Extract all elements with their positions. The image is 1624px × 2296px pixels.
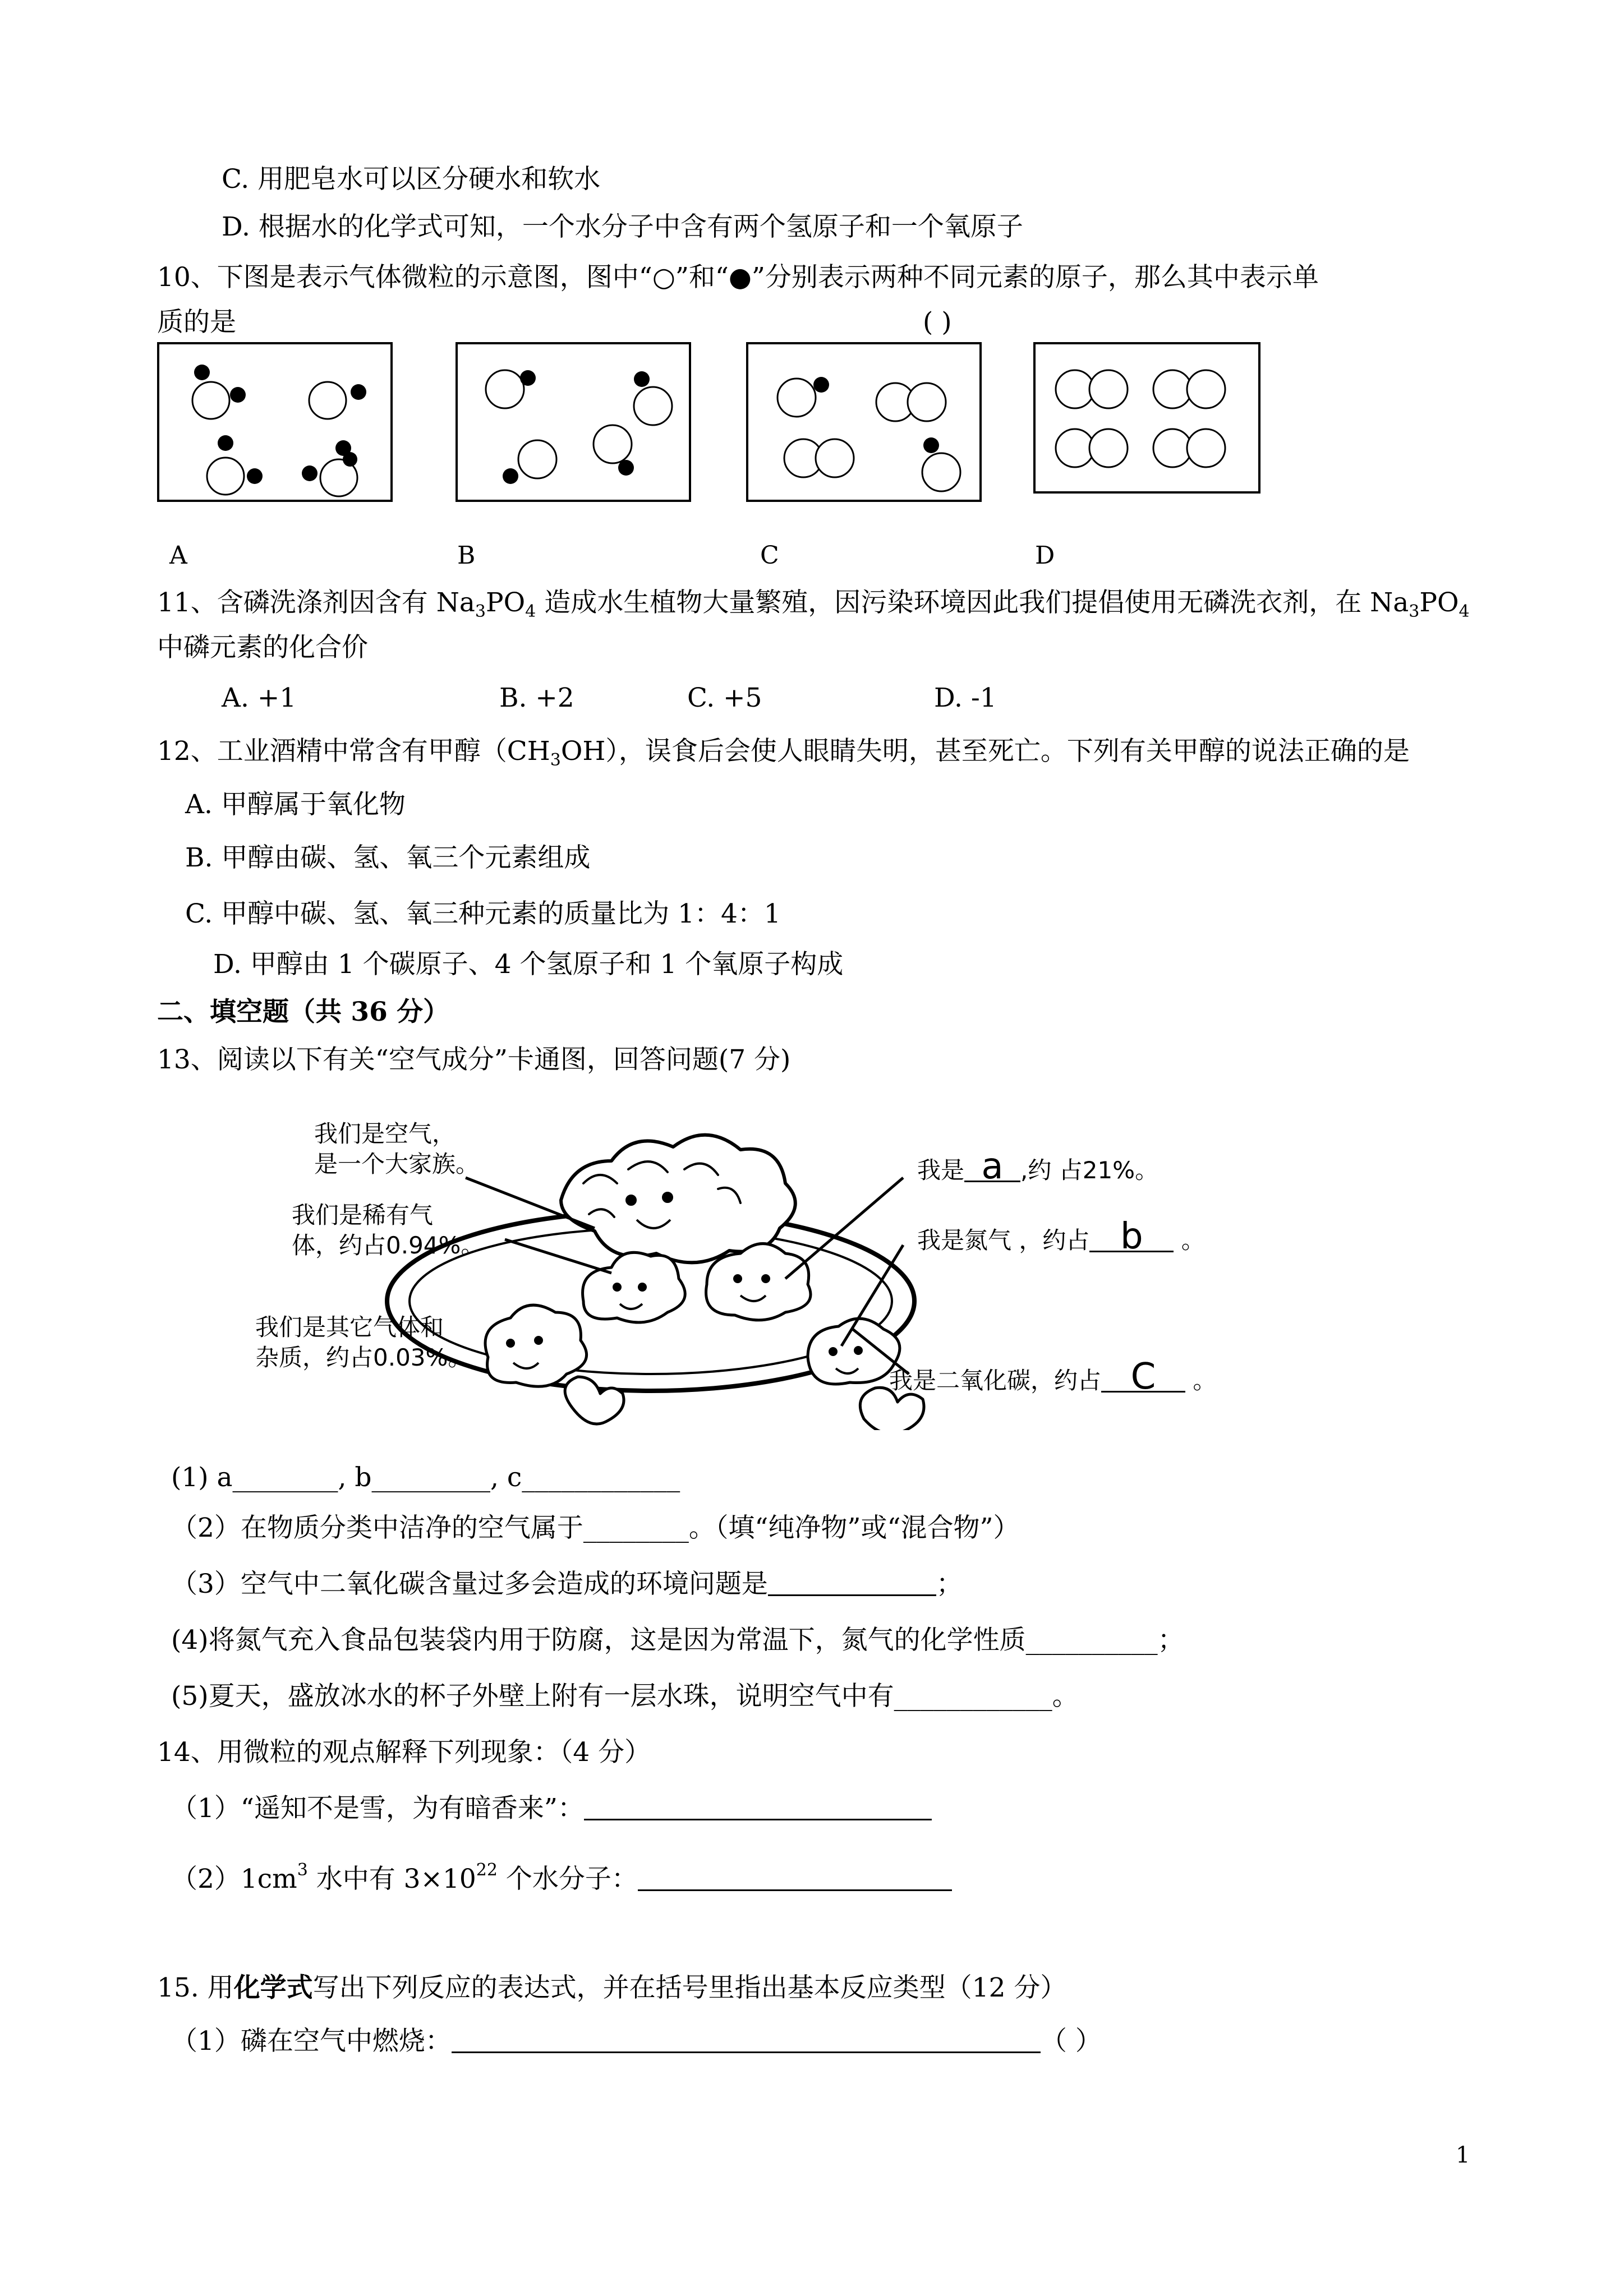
diagram-label-b: B [457,541,476,570]
q13-sub3: （3）空气中二氧化碳含量过多会造成的环境问题是 ； [171,1569,963,1599]
cartoon-label-air-family: 我们是空气， 是一个大家族。 [314,1120,480,1178]
q9-option-d: D. 根据水的化学式可知，一个水分子中含有两个氢原子和一个氧原子 [222,211,1023,242]
answer-blank[interactable] [584,1793,932,1820]
q12-stem: 12、工业酒精中常含有甲醇$(CH_3OH)$，误食后会使人眼睛失明，甚至死亡。下列有关甲醇的说法正确的是 [157,736,1410,770]
particle-diagram-d-figure [1036,344,1258,491]
q14-title: 14、用微粒的观点解释下列现象：（4 分） [157,1737,651,1768]
q14-sub2: $(2)1cm^3$ 水中有 $3\times 10^{22}$ 个水分子： [171,1854,952,1896]
diagram-label-d: D [1035,541,1055,570]
cartoon-label-oxygen: 我是 a ,约 占21%。 [917,1146,1159,1187]
q11-stem-line1: 11、含磷洗涤剂因含有 $Na_3PO_4$ 造成水生植物大量繁殖，因污染环境因此我们提倡使用无磷洗衣剂，在 $Na_3PO_4$ [157,587,1470,621]
section-heading: 二、填空题（共 36 分） [157,997,450,1027]
diagram-label-a: A [169,541,187,570]
page-number: 1 [1456,2142,1470,2168]
particle-diagram-c-figure [748,344,979,500]
q13-title: 13、阅读以下有关“空气成分”卡通图，回答问题(7 分) [157,1044,791,1075]
q12-option-c: C. 甲醇中碳、氢、氧三种元素的质量比为 1：4：1 [185,898,781,929]
q11-option-c: C. +5 [687,683,762,713]
cartoon-label-other-gas: 我们是其它气体和 杂质，约占0.03%。 [255,1313,472,1371]
q11-option-d: D. -1 [934,683,997,713]
q13-sub1: (1) a________, b_________, c____________ [171,1462,680,1493]
q12-option-a: A. 甲醇属于氧化物 [185,789,406,820]
q11-option-a: A. +1 [222,683,297,713]
particle-diagram-b-figure [458,344,689,500]
q13-sub2: （2）在物质分类中洁净的空气属于________。（填“纯净物”或“混合物”） [171,1513,1020,1543]
q15-title: 15. 用化学式写出下列反应的表达式，并在括号里指出基本反应类型（12 分） [157,1972,1067,2003]
cartoon-label-rare-gas: 我们是稀有气 体，约占0.94%。 [292,1201,485,1259]
q10-stem-line2: 质的是 [157,307,236,338]
particle-diagram-c [746,342,982,502]
q14-sub1: （1）“遥知不是雪，为有暗香来”： [171,1792,932,1825]
q13-sub4: (4)将氮气充入食品包装袋内用于防腐，这是因为常温下，氮气的化学性质__________； [171,1625,1184,1656]
q11-option-b: B. +2 [499,683,574,713]
q13-sub5: (5)夏天，盛放冰水的杯子外壁上附有一层水珠，说明空气中有____________。 [171,1681,1079,1712]
cartoon-blank-b: b [1089,1223,1174,1252]
diagram-label-c: C [760,541,779,570]
answer-blank[interactable] [768,1569,936,1596]
answer-blank[interactable] [638,1864,952,1891]
particle-diagram-b [456,342,691,502]
q9-option-c: C. 用肥皂水可以区分硬水和软水 [222,164,601,195]
particle-diagram-d [1033,342,1260,494]
q15-sub1: （1）磷在空气中燃烧： （ ） [171,2026,1102,2057]
q10-stem-line1: 10、下图是表示气体微粒的示意图，图中“○”和“●”分别表示两种不同元素的原子，那么其中表示单 [157,262,1319,293]
q12-option-b: B. 甲醇由碳、氢、氧三个元素组成 [185,842,591,873]
q12-option-d: D. 甲醇由 1 个碳原子、4 个氢原子和 1 个氧原子构成 [213,949,844,980]
particle-diagram-a [157,342,393,502]
cartoon-label-carbon-dioxide: 我是二氧化碳，约占 C 。 [889,1356,1217,1398]
q10-answer-paren: ( ) [923,307,952,338]
particle-diagram-a-figure [159,344,390,500]
answer-blank[interactable] [452,2026,1041,2053]
cartoon-label-nitrogen: 我是氮气 ，约占 b 。 [917,1216,1205,1257]
cartoon-blank-c: C [1101,1363,1185,1393]
cartoon-blank-a: a [964,1152,1020,1182]
q11-stem-line2: 中磷元素的化合价 [157,632,368,663]
